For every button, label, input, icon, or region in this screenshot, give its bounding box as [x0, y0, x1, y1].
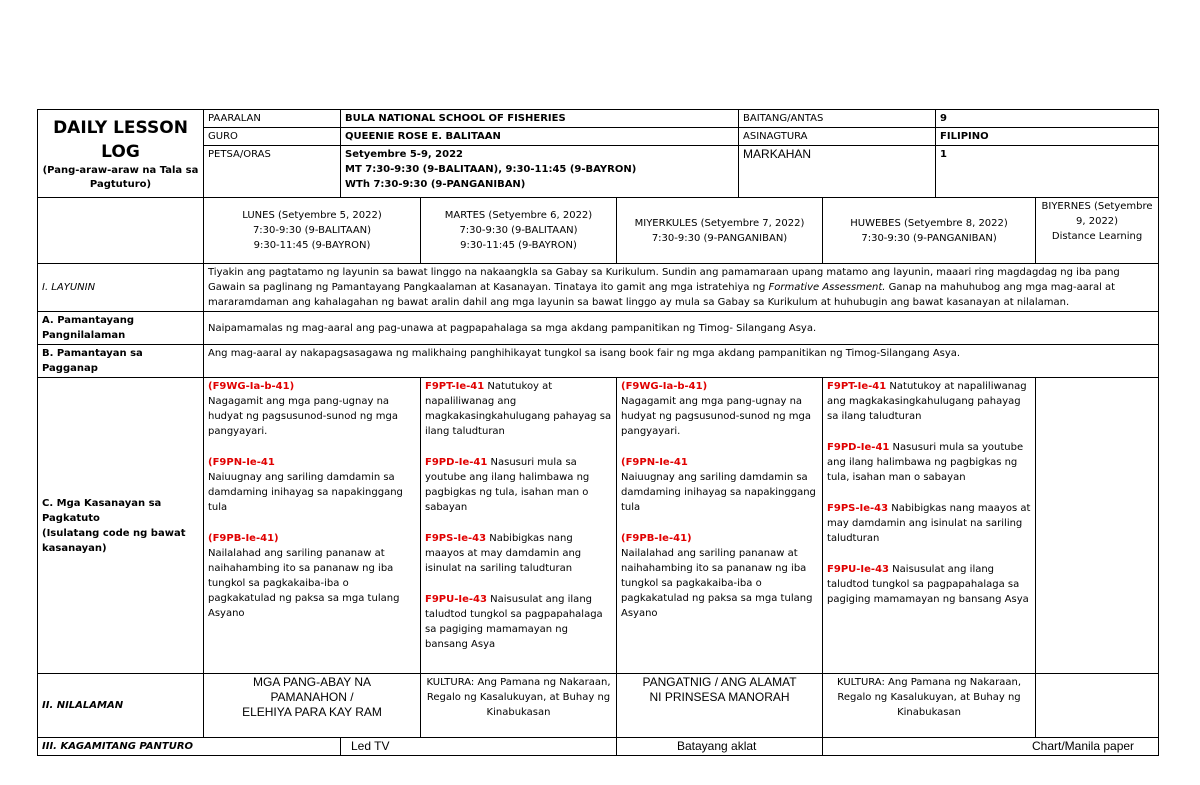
day-huwebes-name: HUWEBES (Setyembre 8, 2022)	[850, 217, 1008, 229]
day-miyerkules	[617, 198, 823, 264]
nilalaman-label: II. NILALAMAN	[38, 674, 204, 738]
skill-text: Naisusulat ang ilang taludtod tungkol sa pagpapahalaga sa pagiging mamamayan ng bansang Asya	[827, 564, 1029, 605]
skill-text: Natutukoy at napaliliwanag ang magkakasingkahulugang pahayag sa ilang taludturan	[425, 381, 612, 437]
skill-item	[425, 455, 612, 515]
skill-item	[827, 501, 1031, 546]
day-lunes-time1: 7:30-9:30 (9-BALITAAN)	[252, 225, 372, 236]
markahan-label: MARKAHAN	[739, 146, 936, 198]
kagamitan-item-chart: Chart/Manila paper	[823, 738, 1159, 756]
nilalaman-lunes	[204, 674, 421, 738]
asignatura-value: FILIPINO	[936, 128, 1159, 146]
day-miyerkules-time: 7:30-9:30 (9-PANGANIBAN)	[651, 232, 788, 244]
nilalaman-lunes-line1: MGA PANG-ABAY NA	[252, 675, 372, 689]
pagganap-text: Ang mag-aaral ay nakapagsasagawa ng malikhaing panghihikayat tungkol sa isang book fair ng mga akdang pampanitikan ng Timog-Silangang Asya.	[204, 345, 1159, 378]
day-martes	[421, 198, 617, 264]
petsa-line2: MT 7:30-9:30 (9-BALITAAN), 9:30-11:45 (9-BAYRON)	[345, 164, 637, 175]
skill-text: Nagagamit ang mga pang-ugnay na hudyat ng pagsusunod-sunod ng mga pangyayari.	[621, 396, 811, 437]
skill-item	[827, 562, 1031, 607]
paaralan-label: PAARALAN	[204, 110, 341, 128]
skill-item	[425, 379, 612, 439]
skill-code: F9PU-Ie-43	[827, 564, 889, 575]
skill-item	[425, 531, 612, 576]
day-martes-time2: 9:30-11:45 (9-BAYRON)	[460, 240, 577, 251]
days-corner-cell	[38, 198, 204, 264]
kagamitan-label: III. KAGAMITANG PANTURO	[38, 738, 341, 756]
skill-item	[827, 440, 1031, 485]
skill-code: (F9PN-Ie-41	[208, 457, 275, 468]
skill-item	[425, 592, 612, 652]
skill-code: (F9PB-Ie-41)	[621, 533, 692, 544]
skill-text: Naiuugnay ang sariling damdamin sa damdaming inihayag sa napakinggang tula	[208, 472, 403, 513]
dll-title-line1: DAILY LESSON	[53, 117, 188, 138]
layunin-text-em: Formative Assessment.	[768, 282, 886, 293]
skill-code: F9PD-Ie-41	[827, 442, 890, 453]
kasanayan-huwebes	[823, 378, 1036, 674]
kasanayan-martes	[421, 378, 617, 674]
layunin-label: I. LAYUNIN	[38, 264, 204, 312]
nilalaman-miyerkules-line2: NI PRINSESA MANORAH	[649, 690, 790, 704]
skill-code: F9PS-Ie-43	[827, 503, 889, 514]
kagamitan-item-batayang-aklat: Batayang aklat	[617, 738, 823, 756]
day-lunes-time2: 9:30-11:45 (9-BAYRON)	[253, 240, 371, 251]
day-biyernes-note: Distance Learning	[1051, 231, 1143, 242]
skill-text: Nasusuri mula sa youtube ang ilang halimbawa ng pagbigkas ng tula, isahan man o sabayan	[827, 442, 1024, 483]
skill-code: (F9WG-Ia-b-41)	[208, 381, 295, 392]
asignatura-label: ASINAGTURA	[739, 128, 936, 146]
day-biyernes-name: BIYERNES (Setyembre 9, 2022)	[1041, 201, 1153, 227]
skill-code: (F9WG-Ia-b-41)	[621, 381, 708, 392]
day-biyernes	[1036, 198, 1159, 264]
guro-value: QUEENIE ROSE E. BALITAAN	[341, 128, 739, 146]
skill-text: Naiuugnay ang sariling damdamin sa damdaming inihayag sa napakinggang tula	[621, 472, 816, 513]
skill-text: Nailalahad ang sariling pananaw at naihahambing ito sa pananaw ng iba tungkol sa pagkakaiba-iba o pagkakatulad ng paksa sa mga tulang Asyano	[208, 548, 400, 619]
kasanayan-lunes	[204, 378, 421, 674]
skill-item	[827, 379, 1031, 424]
nilalaman-miyerkules-line1: PANGATNIG / ANG ALAMAT	[642, 675, 797, 689]
skill-text: Nasusuri mula sa youtube ang ilang halimbawa ng pagbigkas ng tula, isahan man o sabayan	[425, 457, 590, 513]
day-huwebes	[823, 198, 1036, 264]
guro-label: GURO	[204, 128, 341, 146]
kasanayan-miyerkules	[617, 378, 823, 674]
pagganap-label: B. Pamantayan sa Pagganap	[38, 345, 204, 378]
petsa-value	[341, 146, 739, 198]
markahan-value: 1	[936, 146, 1159, 198]
petsa-line3: WTh 7:30-9:30 (9-PANGANIBAN)	[345, 179, 526, 190]
skill-code: F9PT-Ie-41	[827, 381, 887, 392]
nilalaman-miyerkules	[617, 674, 823, 738]
skill-text: Naisusulat ang ilang taludtod tungkol sa pagpapahalaga sa pagiging mamamayan ng bansang Asya	[425, 594, 603, 650]
daily-lesson-log-table	[37, 109, 1159, 756]
nilalaman-lunes-line2: PAMANAHON /	[270, 690, 354, 704]
skill-code: (F9PB-Ie-41)	[208, 533, 279, 544]
kasanayan-label-a: C. Mga Kasanayan sa Pagkatuto	[42, 497, 162, 524]
nilalaman-lunes-line3: ELEHIYA PARA KAY RAM	[242, 705, 382, 719]
skill-code: F9PD-Ie-41	[425, 457, 488, 468]
baitang-label: BAITANG/ANTAS	[739, 110, 936, 128]
day-martes-time1: 7:30-9:30 (9-BALITAAN)	[459, 225, 578, 236]
layunin-text-a: Tiyakin ang pagtatamo ng layunin sa bawat linggo na nakaangkla sa Gabay sa Kurikulum. Sundin ang pamamaraan upang matamo ang layunin, maaari ring magdagdag ng iba pang Gawain sa paglinang ng Pamantayang Pangkaalaman at Kasanayan. Tinataya ito gamit ang mga istratehiya ng	[208, 267, 1120, 293]
dll-title-cell	[38, 110, 204, 198]
skill-text: Nabibigkas nang maayos at may damdamin ang isinulat na sariling taludturan	[425, 533, 582, 574]
skill-code: (F9PN-Ie-41	[621, 457, 688, 468]
skill-text: Natutukoy at napaliliwanag ang magkakasingkahulugang pahayag sa ilang taludturan	[827, 381, 1027, 422]
day-huwebes-time: 7:30-9:30 (9-PANGANIBAN)	[861, 232, 997, 244]
nilalaman-huwebes: KULTURA: Ang Pamana ng Nakaraan, Regalo ng Kasalukuyan, at Buhay ng Kinabukasan	[823, 674, 1036, 738]
paaralan-value: BULA NATIONAL SCHOOL OF FISHERIES	[341, 110, 739, 128]
skill-code: F9PS-Ie-43	[425, 533, 487, 544]
kasanayan-biyernes	[1036, 378, 1159, 674]
day-lunes-name: LUNES (Setyembre 5, 2022)	[242, 210, 382, 221]
skill-text: Nailalahad ang sariling pananaw at naihahambing ito sa pananaw ng iba tungkol sa pagkakaiba-iba o pagkakatulad ng paksa sa mga tulang Asyano	[621, 548, 813, 619]
petsa-line1: Setyembre 5-9, 2022	[345, 149, 464, 160]
baitang-value: 9	[936, 110, 1159, 128]
dll-subtitle: (Pang-araw-araw na Tala sa Pagtuturo)	[42, 164, 199, 190]
dll-title-line2: LOG	[101, 141, 140, 162]
layunin-text-b: Ganap na mahuhubog ang mga mag-aaral at mararamdaman ang kahalagahan ng bawat aralin dahil ang mga layunin sa bawat linggo ay mula sa Gabay sa Kurikulum at huhubugin ang bawat kasanayan at nilalaman.	[208, 282, 1116, 308]
pangnilalaman-label: A. Pamantayang Pangnilalaman	[38, 312, 204, 345]
kagamitan-item-led-tv: Led TV	[341, 738, 617, 756]
pangnilalaman-text: Naipamamalas ng mag-aaral ang pag-unawa at pagpapahalaga sa mga akdang pampanitikan ng Timog- Silangang Asya.	[204, 312, 1159, 345]
day-miyerkules-name: MIYERKULES (Setyembre 7, 2022)	[634, 217, 805, 229]
nilalaman-biyernes	[1036, 674, 1159, 738]
petsa-label: PETSA/ORAS	[204, 146, 341, 198]
day-lunes	[204, 198, 421, 264]
kasanayan-label	[38, 378, 204, 674]
skill-code: F9PU-Ie-43	[425, 594, 487, 605]
skill-code: F9PT-Ie-41	[425, 381, 485, 392]
skill-text: Nagagamit ang mga pang-ugnay na hudyat ng pagsusunod-sunod ng mga pangyayari.	[208, 396, 398, 437]
layunin-text	[204, 264, 1159, 312]
skill-text: Nabibigkas nang maayos at may damdamin ang isinulat na sariling taludturan	[827, 503, 1031, 544]
day-martes-name: MARTES (Setyembre 6, 2022)	[444, 210, 593, 221]
kasanayan-label-b: (Isulatang code ng bawat kasanayan)	[42, 527, 186, 554]
nilalaman-martes: KULTURA: Ang Pamana ng Nakaraan, Regalo ng Kasalukuyan, at Buhay ng Kinabukasan	[421, 674, 617, 738]
